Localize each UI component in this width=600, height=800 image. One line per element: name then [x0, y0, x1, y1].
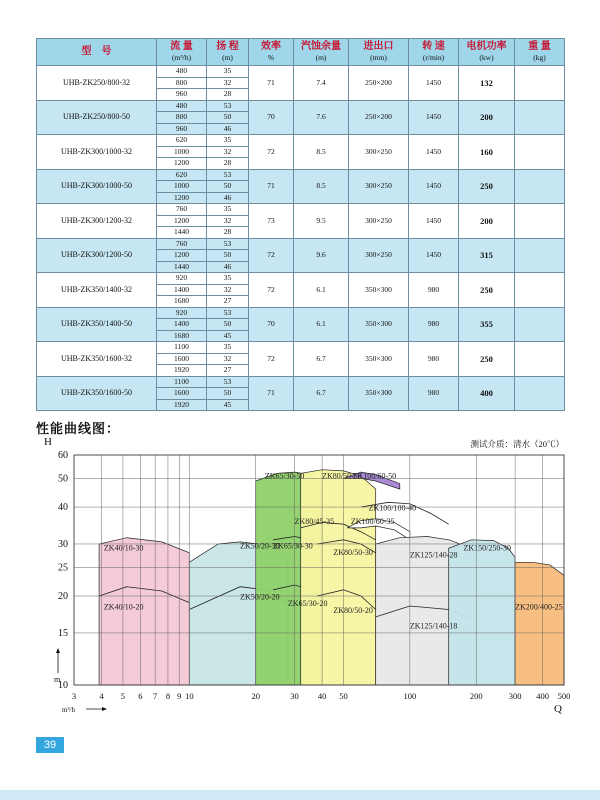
page-number: 39 — [36, 737, 64, 753]
x-unit-arrowhead — [102, 707, 107, 711]
x-tick-label: 200 — [469, 691, 483, 701]
model-cell: UHB-ZK250/800-50 — [37, 100, 157, 135]
head-cell: 53 — [207, 169, 249, 181]
power-cell: 200 — [459, 100, 515, 135]
region-label: ZK40/10-20 — [103, 602, 144, 612]
head-cell: 53 — [207, 307, 249, 319]
region-label: ZK100/60-50 — [352, 471, 397, 481]
ports-cell: 300×250 — [349, 204, 409, 239]
chart-title: 性能曲线图： — [36, 422, 121, 437]
head-cell: 50 — [207, 181, 249, 193]
speed-cell: 1450 — [409, 66, 459, 101]
speed-cell: 980 — [409, 376, 459, 411]
flow-cell: 1400 — [157, 284, 207, 296]
flow-cell: 1680 — [157, 296, 207, 308]
npsh-cell: 8.5 — [294, 169, 349, 204]
speed-cell: 1450 — [409, 169, 459, 204]
x-tick-label: 4 — [99, 691, 104, 701]
flow-cell: 620 — [157, 169, 207, 181]
efficiency-cell: 72 — [249, 238, 294, 273]
head-cell: 27 — [207, 365, 249, 377]
flow-cell: 480 — [157, 100, 207, 112]
region-zk150-250-30 — [449, 540, 515, 685]
speed-cell: 980 — [409, 273, 459, 308]
ports-cell: 350×300 — [349, 376, 409, 411]
flow-cell: 760 — [157, 204, 207, 216]
region-label: ZK50/20-30 — [240, 541, 280, 551]
model-cell: UHB-ZK350/1400-50 — [37, 307, 157, 342]
bottom-decor-bar — [0, 790, 600, 800]
region-label: ZK80/45-35 — [294, 517, 335, 527]
power-cell: 315 — [459, 238, 515, 273]
weight-cell — [515, 66, 565, 101]
flow-cell: 620 — [157, 135, 207, 147]
header-label: 重 量 — [528, 40, 551, 52]
region-label: ZK80/50-30 — [333, 548, 373, 558]
model-cell: UHB-ZK300/1200-50 — [37, 238, 157, 273]
x-tick-label: 400 — [536, 691, 550, 701]
region-label: ZK100/100-40 — [368, 503, 417, 513]
region-label: ZK50/20-20 — [240, 592, 280, 602]
header-unit: (m³/h) — [172, 52, 191, 62]
table-body — [37, 66, 565, 411]
head-cell: 46 — [207, 192, 249, 204]
npsh-cell: 9.6 — [294, 238, 349, 273]
head-cell: 27 — [207, 296, 249, 308]
model-cell: UHB-ZK350/1400-32 — [37, 273, 157, 308]
y-tick-label: 20 — [58, 591, 68, 603]
head-cell: 45 — [207, 399, 249, 411]
speed-cell: 980 — [409, 307, 459, 342]
flow-cell: 1100 — [157, 342, 207, 354]
x-tick-label: 3 — [71, 691, 77, 701]
header-label: 扬 程 — [216, 40, 239, 52]
model-cell: UHB-ZK250/800-32 — [37, 66, 157, 101]
efficiency-cell: 70 — [249, 307, 294, 342]
flow-cell: 1400 — [157, 319, 207, 331]
head-cell: 32 — [207, 215, 249, 227]
head-cell: 28 — [207, 158, 249, 170]
header-cell — [515, 39, 565, 66]
head-cell: 32 — [207, 353, 249, 365]
speed-cell: 980 — [409, 342, 459, 377]
npsh-cell: 7.4 — [294, 66, 349, 101]
flow-cell: 800 — [157, 77, 207, 89]
x-tick-label: 5 — [120, 691, 126, 701]
y-axis-label: H — [44, 436, 52, 448]
header-cell — [157, 39, 207, 66]
flow-cell: 1920 — [157, 399, 207, 411]
table-row — [37, 100, 565, 112]
flow-cell: 1200 — [157, 158, 207, 170]
header-label: 转 速 — [422, 40, 445, 52]
table-row — [37, 307, 565, 319]
efficiency-cell: 71 — [249, 66, 294, 101]
region-label: ZK80/50-20 — [333, 606, 373, 616]
weight-cell — [515, 238, 565, 273]
ports-cell: 300×250 — [349, 169, 409, 204]
header-cell — [459, 39, 515, 66]
flow-cell: 1440 — [157, 227, 207, 239]
npsh-cell: 6.1 — [294, 307, 349, 342]
y-tick-label: 25 — [58, 562, 68, 574]
efficiency-cell: 72 — [249, 273, 294, 308]
header-unit: (kg) — [533, 52, 546, 62]
model-cell: UHB-ZK350/1600-32 — [37, 342, 157, 377]
ports-cell: 300×250 — [349, 238, 409, 273]
y-unit-arrowhead — [56, 648, 60, 653]
weight-cell — [515, 307, 565, 342]
header-unit: (r/min) — [422, 52, 445, 62]
region-label: ZK40/10-30 — [103, 543, 144, 553]
model-cell: UHB-ZK300/1200-32 — [37, 204, 157, 239]
head-cell: 50 — [207, 250, 249, 262]
region-label: ZK65/30-30 — [273, 541, 313, 551]
header-label: 电机功率 — [466, 40, 507, 52]
table-row — [37, 376, 565, 388]
ports-cell: 300×250 — [349, 135, 409, 170]
ports-cell: 350×300 — [349, 273, 409, 308]
head-cell: 46 — [207, 261, 249, 273]
flow-cell: 480 — [157, 66, 207, 78]
header-unit: (kw) — [479, 52, 494, 62]
head-cell: 28 — [207, 89, 249, 101]
header-unit: (m) — [315, 52, 327, 62]
head-cell: 50 — [207, 112, 249, 124]
x-tick-label: 10 — [185, 691, 194, 701]
power-cell: 132 — [459, 66, 515, 101]
region-label: ZK150/250-30 — [463, 543, 512, 553]
head-cell: 45 — [207, 330, 249, 342]
power-cell: 250 — [459, 273, 515, 308]
header-unit: % — [267, 52, 275, 62]
speed-cell: 1450 — [409, 238, 459, 273]
weight-cell — [515, 100, 565, 135]
test-medium-note: 测试介质：清水（20℃） — [470, 439, 564, 449]
efficiency-cell: 71 — [249, 169, 294, 204]
model-cell: UHB-ZK300/1000-50 — [37, 169, 157, 204]
power-cell: 160 — [459, 135, 515, 170]
flow-cell: 1680 — [157, 330, 207, 342]
head-cell: 32 — [207, 77, 249, 89]
y-tick-label: 15 — [58, 627, 68, 639]
head-cell: 35 — [207, 135, 249, 147]
performance-chart — [30, 428, 570, 728]
npsh-cell: 6.1 — [294, 273, 349, 308]
flow-cell: 1920 — [157, 365, 207, 377]
x-tick-label: 6 — [138, 691, 143, 701]
flow-cell: 760 — [157, 238, 207, 250]
flow-cell: 960 — [157, 89, 207, 101]
npsh-cell: 6.7 — [294, 376, 349, 411]
power-cell: 400 — [459, 376, 515, 411]
head-cell: 50 — [207, 319, 249, 331]
region-label: ZK200/400-25 — [515, 602, 563, 612]
power-cell: 250 — [459, 342, 515, 377]
head-cell: 35 — [207, 66, 249, 78]
ports-cell: 250×200 — [349, 100, 409, 135]
flow-cell: 1600 — [157, 388, 207, 400]
y-tick-label: 10 — [58, 680, 68, 691]
region-label: ZK125/140-28 — [409, 550, 458, 560]
head-cell: 28 — [207, 227, 249, 239]
speed-cell: 1450 — [409, 204, 459, 239]
x-axis-label: Q — [554, 703, 562, 715]
head-cell: 32 — [207, 284, 249, 296]
weight-cell — [515, 273, 565, 308]
x-tick-label: 40 — [317, 691, 327, 701]
header-cell — [294, 39, 349, 66]
ports-cell: 250×200 — [349, 66, 409, 101]
table-row — [37, 238, 565, 250]
y-tick-label: 60 — [58, 450, 68, 461]
x-tick-label: 7 — [153, 691, 158, 701]
flow-cell: 1440 — [157, 261, 207, 273]
weight-cell — [515, 376, 565, 411]
model-cell: UHB-ZK350/1600-50 — [37, 376, 157, 411]
x-unit-label: m³/h — [62, 706, 75, 714]
table-header-row — [37, 39, 565, 66]
flow-cell: 1100 — [157, 376, 207, 388]
header-label: 效率 — [261, 40, 281, 52]
head-cell: 35 — [207, 273, 249, 285]
header-label: 进出口 — [363, 40, 394, 52]
x-tick-label: 8 — [165, 691, 171, 701]
speed-cell: 1450 — [409, 135, 459, 170]
speed-cell: 1450 — [409, 100, 459, 135]
weight-cell — [515, 135, 565, 170]
power-cell: 355 — [459, 307, 515, 342]
region-zk200-400-25 — [515, 562, 564, 685]
efficiency-cell: 71 — [249, 376, 294, 411]
model-cell: UHB-ZK300/1000-32 — [37, 135, 157, 170]
head-cell: 53 — [207, 376, 249, 388]
npsh-cell: 7.6 — [294, 100, 349, 135]
header-label: 流 量 — [170, 40, 193, 52]
flow-cell: 1600 — [157, 353, 207, 365]
head-cell: 32 — [207, 146, 249, 158]
flow-cell: 1200 — [157, 192, 207, 204]
y-tick-label: 30 — [58, 538, 68, 550]
flow-cell: 1000 — [157, 146, 207, 158]
header-cell — [409, 39, 459, 66]
head-cell: 35 — [207, 342, 249, 354]
x-tick-label: 100 — [403, 691, 417, 701]
efficiency-cell: 72 — [249, 342, 294, 377]
y-tick-label: 40 — [58, 502, 68, 514]
flow-cell: 1200 — [157, 215, 207, 227]
region-label: ZK80/50-50 — [322, 471, 362, 481]
header-label: 汽蚀余量 — [301, 40, 341, 52]
header-unit: (m) — [222, 52, 233, 62]
head-cell: 46 — [207, 123, 249, 135]
y-tick-label: 50 — [58, 473, 68, 485]
flow-cell: 1000 — [157, 181, 207, 193]
region-label: ZK65/30-20 — [287, 599, 328, 609]
table-row — [37, 66, 565, 78]
region-label: ZK125/140-18 — [409, 621, 458, 631]
weight-cell — [515, 342, 565, 377]
region-zk80-50-50 — [301, 470, 376, 685]
region-label: ZK100/60-35 — [350, 517, 395, 527]
ports-cell: 350×300 — [349, 307, 409, 342]
x-tick-label: 300 — [508, 691, 522, 701]
header-unit: (mm) — [370, 52, 387, 62]
power-cell: 200 — [459, 204, 515, 239]
ports-cell: 350×300 — [349, 342, 409, 377]
header-label: 型 号 — [81, 46, 112, 57]
x-tick-label: 50 — [339, 691, 348, 701]
flow-cell: 800 — [157, 112, 207, 124]
table-row — [37, 342, 565, 354]
flow-cell: 1200 — [157, 250, 207, 262]
npsh-cell: 6.7 — [294, 342, 349, 377]
header-cell — [207, 39, 249, 66]
spec-table — [36, 38, 565, 411]
table-row — [37, 204, 565, 216]
header-cell — [349, 39, 409, 66]
npsh-cell: 8.5 — [294, 135, 349, 170]
x-tick-label: 9 — [177, 691, 182, 701]
efficiency-cell: 73 — [249, 204, 294, 239]
npsh-cell: 9.5 — [294, 204, 349, 239]
power-cell: 250 — [459, 169, 515, 204]
region-label: ZK65/30-50 — [264, 471, 305, 481]
y-unit-label: m — [54, 675, 61, 684]
weight-cell — [515, 169, 565, 204]
x-tick-label: 500 — [557, 691, 570, 701]
head-cell: 53 — [207, 100, 249, 112]
weight-cell — [515, 204, 565, 239]
x-tick-label: 20 — [251, 691, 260, 701]
x-tick-label: 30 — [290, 691, 299, 701]
header-cell — [249, 39, 294, 66]
flow-cell: 920 — [157, 273, 207, 285]
head-cell: 35 — [207, 204, 249, 216]
head-cell: 53 — [207, 238, 249, 250]
table-row — [37, 273, 565, 285]
head-cell: 50 — [207, 388, 249, 400]
flow-cell: 920 — [157, 307, 207, 319]
header-cell — [37, 39, 157, 66]
efficiency-cell: 72 — [249, 135, 294, 170]
table-row — [37, 169, 565, 181]
efficiency-cell: 70 — [249, 100, 294, 135]
table-row — [37, 135, 565, 147]
flow-cell: 960 — [157, 123, 207, 135]
